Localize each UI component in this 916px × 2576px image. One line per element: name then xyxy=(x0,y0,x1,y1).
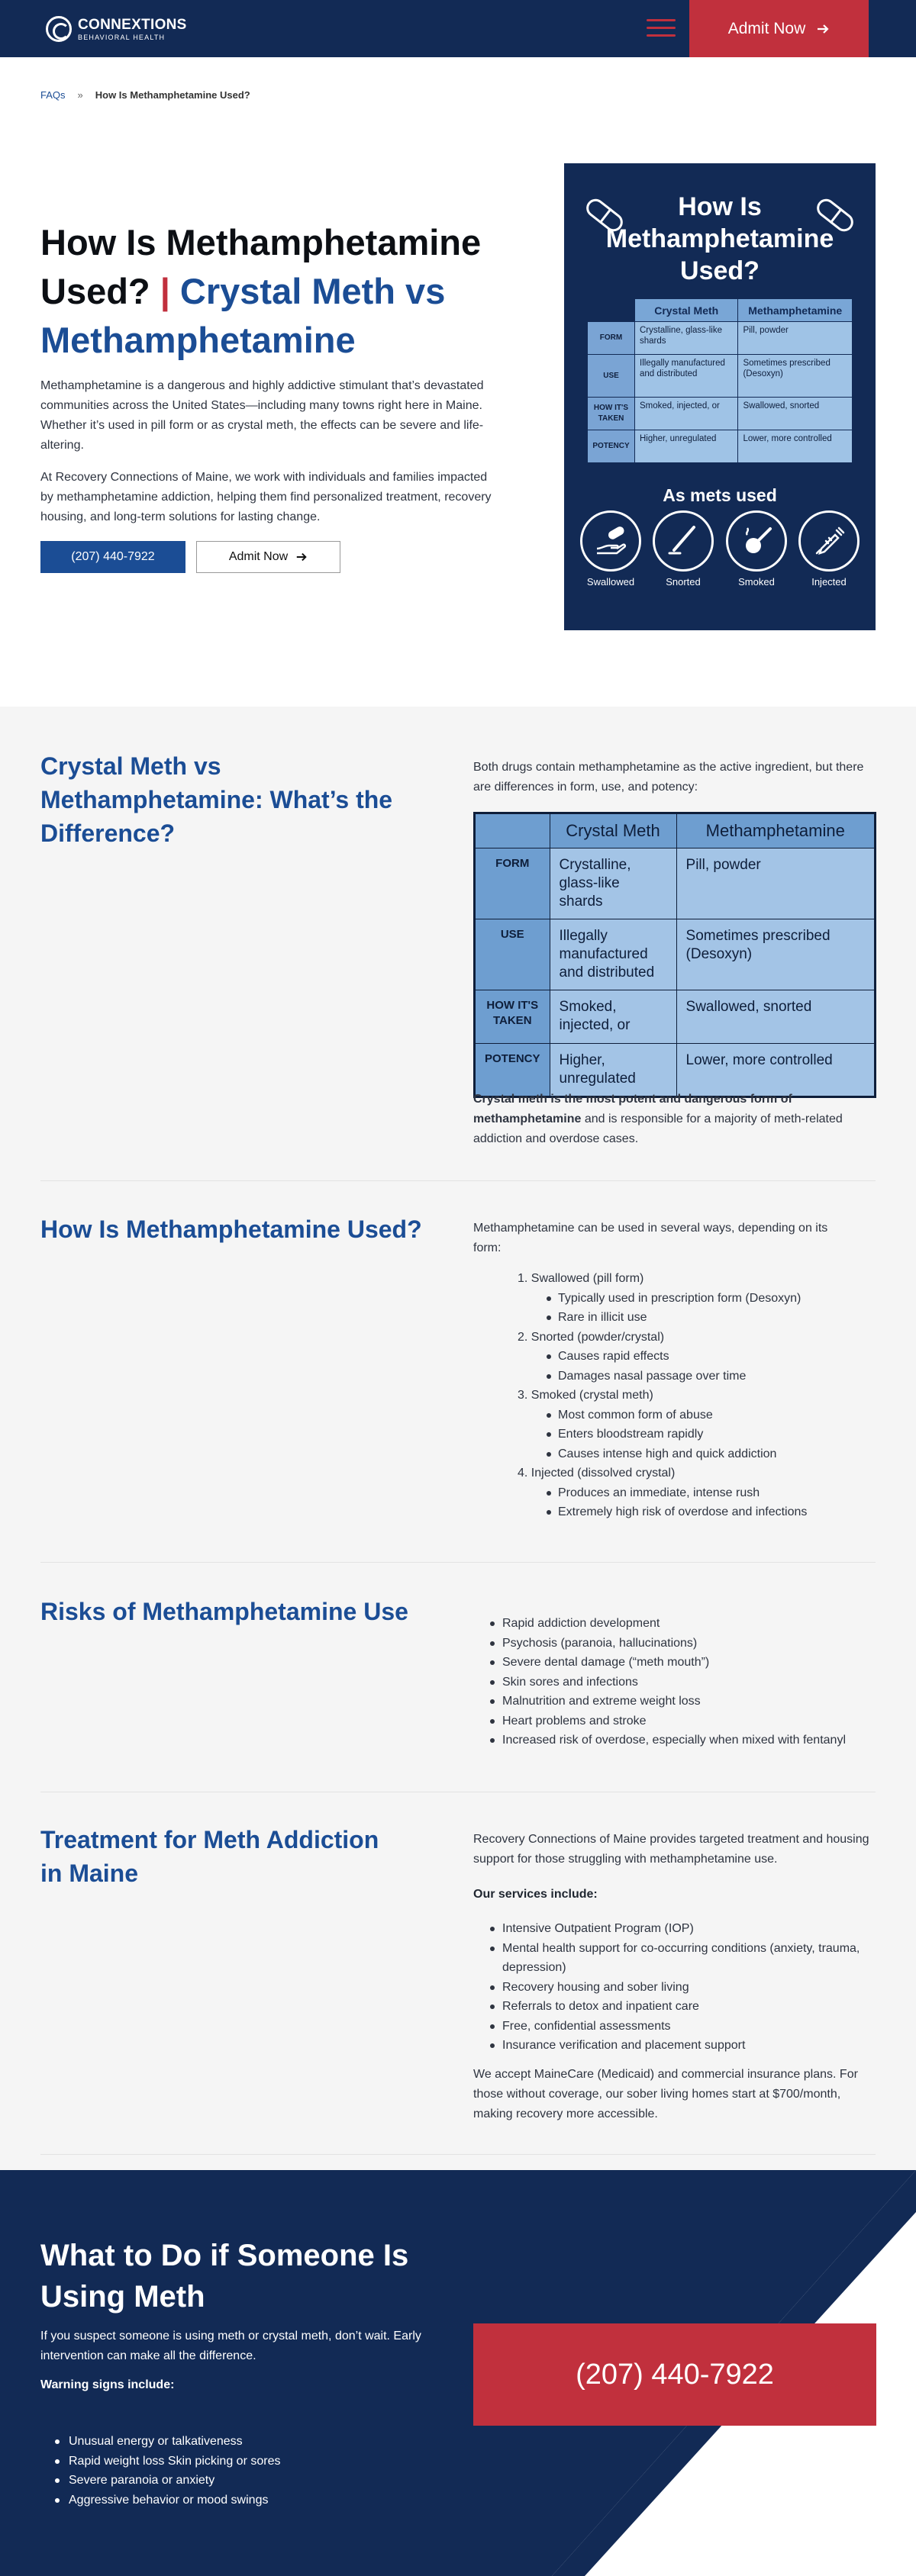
hero-phone-button[interactable]: (207) 440-7922 xyxy=(40,541,185,573)
method-injected xyxy=(798,510,860,588)
page-title xyxy=(40,218,498,365)
treatment-services-label: Our services include: xyxy=(473,1888,598,1901)
infographic-header-meth: Methamphetamine xyxy=(738,299,853,322)
section-divider xyxy=(40,1180,876,1181)
list-subitem: Causes intense high and quick addiction xyxy=(518,1444,884,1464)
method-label: Smoked xyxy=(738,576,775,588)
treatment-outro: We accept MaineCare (Medicaid) and commercial insurance plans. For those without coverage, our sober living homes start at $700/month, making recovery more accessible. xyxy=(473,2068,858,2120)
difference-cell: Higher, unregulated xyxy=(550,1044,676,1097)
infographic-cell: Smoked, injected, or xyxy=(635,398,738,430)
infographic-title: How Is Methamphetamine Used? xyxy=(605,192,834,285)
hero-admit-button[interactable] xyxy=(196,541,340,573)
site-logo[interactable] xyxy=(46,14,187,43)
treatment-services-list xyxy=(489,1919,870,2056)
treatment-title: Treatment for Meth Addiction in Maine xyxy=(40,1826,379,1887)
cta-signs-list xyxy=(53,2432,280,2510)
difference-row-label: POTENCY xyxy=(475,1044,550,1097)
list-item: Intensive Outpatient Program (IOP) xyxy=(489,1919,870,1939)
method-snorted xyxy=(653,510,714,588)
list-subitem: Extremely high risk of overdose and infections xyxy=(518,1502,884,1522)
breadcrumb-separator: » xyxy=(77,89,83,101)
breadcrumb xyxy=(40,89,250,101)
difference-row-label: USE xyxy=(475,919,550,990)
list-subitem: Enters bloodstream rapidly xyxy=(518,1425,884,1444)
difference-intro: Both drugs contain methamphetamine as the active ingredient, but there are differences in form, use, and potency: xyxy=(473,761,864,794)
breadcrumb-current: How Is Methamphetamine Used? xyxy=(95,89,250,101)
list-item: Recovery housing and sober living xyxy=(489,1978,870,1998)
cta-intro: If you suspect someone is using meth or crystal meth, don’t wait. Early intervention can make all the difference. xyxy=(40,2330,421,2362)
difference-cell: Sometimes prescribed (Desoxyn) xyxy=(676,919,875,990)
list-item: 1. Swallowed (pill form) xyxy=(518,1272,644,1285)
method-swallowed xyxy=(580,510,641,588)
hero-intro: Methamphetamine is a dangerous and highly addictive stimulant that’s devastated communities across the United States—including many towns right here in Maine. Whether it’s used in pill form or as crystal meth, the effects can be severe and life-altering. xyxy=(40,379,484,452)
snort-straw-icon xyxy=(665,523,702,559)
arrow-right-icon xyxy=(295,551,308,563)
list-item: 3. Smoked (crystal meth) xyxy=(518,1389,653,1402)
list-item: Malnutrition and extreme weight loss xyxy=(489,1692,885,1711)
infographic-row-label: FORM xyxy=(588,322,635,355)
cta-title: What to Do if Someone Is Using Meth xyxy=(40,2239,409,2314)
usage-list xyxy=(518,1269,884,1522)
difference-cell: Pill, powder xyxy=(676,848,875,919)
list-item: Mental health support for co-occurring conditions (anxiety, trauma, depression) xyxy=(489,1939,870,1978)
list-subitem: Produces an immediate, intense rush xyxy=(518,1483,884,1503)
method-label: Swallowed xyxy=(586,576,635,588)
list-item: Increased risk of overdose, especially when mixed with fentanyl xyxy=(489,1731,885,1750)
logo-subtitle: BEHAVIORAL HEALTH xyxy=(78,33,166,41)
usage-title: How Is Methamphetamine Used? xyxy=(40,1216,422,1243)
list-item: Referrals to detox and inpatient care xyxy=(489,1997,870,2017)
smoke-pipe-icon xyxy=(738,523,775,559)
site-header xyxy=(0,0,916,57)
list-item: 2. Snorted (powder/crystal) xyxy=(518,1330,665,1344)
list-item: Severe paranoia or anxiety xyxy=(53,2471,280,2491)
infographic-cell: Higher, unregulated xyxy=(635,430,738,463)
header-admit-button[interactable] xyxy=(689,0,869,57)
logo-mark-icon xyxy=(46,16,72,42)
difference-header-meth: Methamphetamine xyxy=(676,813,875,848)
list-item: Rapid weight loss Skin picking or sores xyxy=(53,2452,280,2471)
difference-header-crystal: Crystal Meth xyxy=(550,813,676,848)
hero-about: At Recovery Connections of Maine, we work with individuals and families impacted by methamphetamine addiction, helping them find personalized treatment, recovery housing, and long-term solutions for lasting change. xyxy=(40,471,492,523)
infographic-cell: Lower, more controlled xyxy=(738,430,853,463)
cta-phone-button[interactable]: (207) 440-7922 xyxy=(473,2323,876,2426)
infographic-row-label: HOW IT'S TAKEN xyxy=(588,398,635,430)
list-subitem: Most common form of abuse xyxy=(518,1406,884,1425)
header-admit-label: Admit Now xyxy=(727,19,806,37)
infographic-cell: Illegally manufactured and distributed xyxy=(635,355,738,398)
list-subitem: Rare in illicit use xyxy=(518,1308,884,1328)
list-item: Insurance verification and placement support xyxy=(489,2036,870,2056)
list-item: Psychosis (paranoia, hallucinations) xyxy=(489,1634,885,1653)
cta-warning-label: Warning signs include: xyxy=(40,2378,175,2391)
menu-icon[interactable] xyxy=(647,19,676,37)
infographic-cell: Pill, powder xyxy=(738,322,853,355)
method-smoked xyxy=(726,510,787,588)
list-item: Severe dental damage (“meth mouth”) xyxy=(489,1653,885,1673)
infographic-row-label: POTENCY xyxy=(588,430,635,463)
difference-cell: Swallowed, snorted xyxy=(676,990,875,1044)
difference-title: Crystal Meth vs Methamphetamine: What’s the Difference? xyxy=(40,752,393,847)
difference-cell: Smoked, injected, or xyxy=(550,990,676,1044)
risks-title: Risks of Methamphetamine Use xyxy=(40,1598,408,1625)
usage-intro: Methamphetamine can be used in several ways, depending on its form: xyxy=(473,1222,828,1254)
infographic-header-crystal: Crystal Meth xyxy=(635,299,738,322)
risks-list xyxy=(489,1614,885,1750)
hero-admit-label: Admit Now xyxy=(228,550,289,563)
meth-infographic xyxy=(564,163,876,630)
list-subitem: Typically used in prescription form (Desoxyn) xyxy=(518,1289,884,1309)
difference-cell: Lower, more controlled xyxy=(676,1044,875,1097)
arrow-right-icon xyxy=(816,22,830,36)
method-label: Injected xyxy=(811,576,847,588)
difference-note-rest: and is responsible for a majority of meth-related addiction and overdose cases. xyxy=(473,1113,843,1145)
list-item: Aggressive behavior or mood swings xyxy=(53,2491,280,2510)
section-divider xyxy=(40,1562,876,1563)
cta-section xyxy=(0,2170,916,2576)
difference-cell: Illegally manufactured and distributed xyxy=(550,919,676,990)
difference-row-label: HOW IT'S TAKEN xyxy=(475,990,550,1044)
difference-note-bold: Crystal meth is the most potent and dangerous form of methamphetamine xyxy=(473,1093,792,1125)
page-title-accent: Crystal Meth vs Methamphetamine xyxy=(40,271,446,360)
list-item: Unusual energy or talkativeness xyxy=(53,2432,280,2452)
logo-name: CONNEXTIONS xyxy=(78,16,187,33)
page-title-bar: | xyxy=(160,271,170,311)
list-item: Rapid addiction development xyxy=(489,1614,885,1634)
difference-note xyxy=(473,1090,876,1149)
infographic-table xyxy=(587,298,853,463)
list-item: 4. Injected (dissolved crystal) xyxy=(518,1467,676,1480)
difference-table xyxy=(473,812,876,1098)
list-subitem: Damages nasal passage over time xyxy=(518,1367,884,1386)
infographic-row-label: USE xyxy=(588,355,635,398)
list-subitem: Causes rapid effects xyxy=(518,1347,884,1367)
list-item: Heart problems and stroke xyxy=(489,1711,885,1731)
breadcrumb-faqs-link[interactable]: FAQs xyxy=(40,89,66,101)
difference-cell: Crystalline, glass-like shards xyxy=(550,848,676,919)
list-item: Free, confidential assessments xyxy=(489,2017,870,2037)
list-item: Skin sores and infections xyxy=(489,1673,885,1692)
infographic-cell: Swallowed, snorted xyxy=(738,398,853,430)
treatment-intro: Recovery Connections of Maine provides targeted treatment and housing support for those struggling with methamphetamine use. xyxy=(473,1833,869,1866)
syringe-icon xyxy=(811,523,847,559)
method-label: Snorted xyxy=(666,576,701,588)
infographic-cell: Sometimes prescribed (Desoxyn) xyxy=(738,355,853,398)
difference-row-label: FORM xyxy=(475,848,550,919)
infographic-cell: Crystalline, glass-like shards xyxy=(635,322,738,355)
infographic-subtitle: As mets used xyxy=(663,485,777,505)
section-divider xyxy=(40,2154,876,2155)
swallow-hand-icon xyxy=(592,523,629,559)
page-title-main: How Is Methamphetamine Used? xyxy=(40,222,482,311)
